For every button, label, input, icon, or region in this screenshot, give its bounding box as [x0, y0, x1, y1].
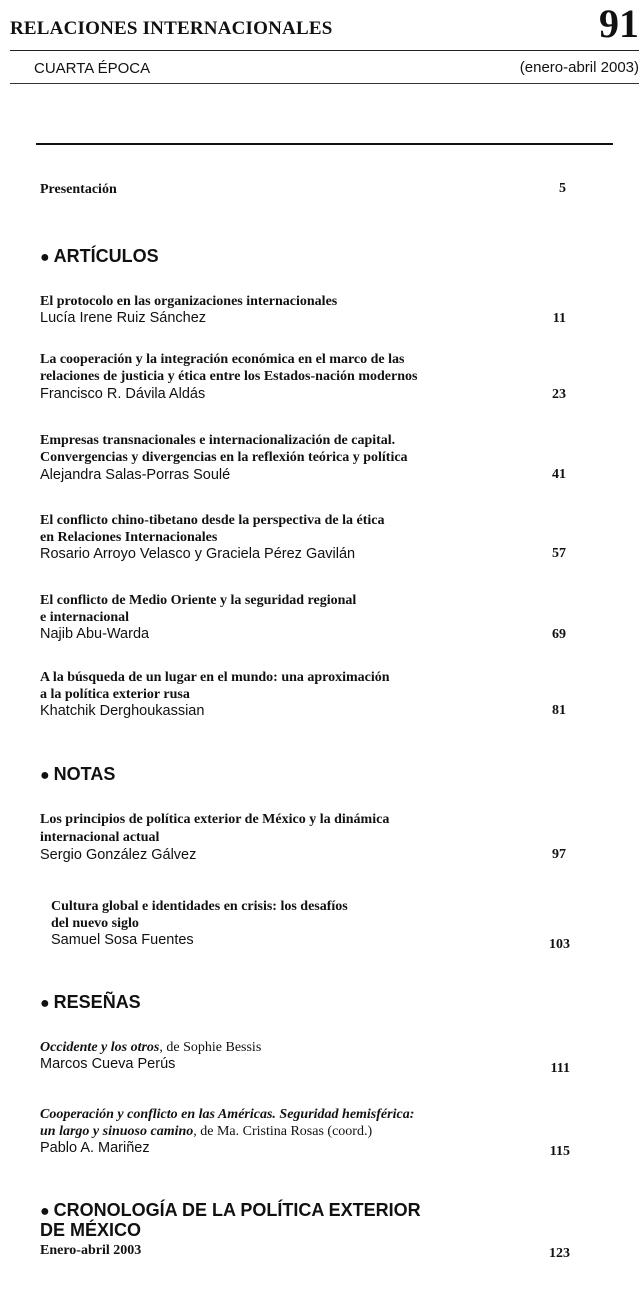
entry-title: del nuevo siglo — [51, 916, 139, 931]
page-number: 69 — [552, 627, 566, 642]
period-label: (enero-abril 2003) — [519, 59, 639, 76]
page-number: 5 — [559, 181, 566, 196]
entry-title: El protocolo en las organizaciones internacionales — [40, 294, 338, 309]
book-title: un largo y sinuoso camino — [40, 1124, 194, 1139]
section-heading-notas — [40, 764, 115, 786]
section-heading-resenas — [40, 992, 141, 1014]
section-heading-label: NOTAS — [53, 764, 116, 784]
entry-title: El conflicto de Medio Oriente y la seguridad regional — [40, 593, 357, 608]
journal-title: RELACIONES INTERNACIONALES — [10, 18, 333, 39]
contents-rule — [36, 143, 613, 145]
entry-author: Lucía Irene Ruiz Sánchez — [40, 310, 207, 326]
page-number: 81 — [552, 703, 566, 718]
entry-title: Convergencias y divergencias en la reflexión teórica y política — [40, 450, 408, 465]
book-title: Cooperación y conflicto en las Américas. Seguridad hemisférica: — [40, 1107, 415, 1122]
issue-number: 91 — [599, 1, 639, 46]
section-heading-cronologia — [40, 1200, 421, 1222]
entry-author: Rosario Arroyo Velasco y Graciela Pérez Gavilán — [40, 546, 356, 562]
entry-title: a la política exterior rusa — [40, 687, 190, 702]
entry-author: Marcos Cueva Perús — [40, 1056, 176, 1072]
header-rule — [10, 50, 639, 51]
section-heading-label: RESEÑAS — [53, 992, 141, 1012]
page-number: 115 — [549, 1144, 570, 1159]
entry-author: Francisco R. Dávila Aldás — [40, 386, 206, 402]
book-author: , de Sophie Bessis — [159, 1040, 262, 1055]
book-title: Occidente y los otros — [40, 1040, 160, 1055]
entry-author: Khatchik Derghoukassian — [40, 703, 205, 719]
section-heading-articulos — [40, 246, 159, 268]
review-citation — [40, 1123, 372, 1140]
bullet-icon: ● — [40, 1203, 50, 1220]
subheader-rule — [10, 83, 639, 84]
page-number: 11 — [552, 311, 566, 326]
entry-title: Cultura global e identidades en crisis: los desafíos — [51, 899, 348, 914]
entry-title: relaciones de justicia y ética entre los Estados-nación modernos — [40, 369, 418, 384]
entry-title: La cooperación y la integración económica en el marco de las — [40, 352, 405, 367]
section-heading-label: CRONOLOGÍA DE LA POLÍTICA EXTERIOR — [53, 1200, 421, 1220]
entry-author: Alejandra Salas-Porras Soulé — [40, 467, 231, 483]
entry-title: A la búsqueda de un lugar en el mundo: una aproximación — [40, 670, 390, 685]
page-number: 23 — [552, 387, 566, 402]
page-number: 111 — [550, 1061, 570, 1076]
entry-author: Pablo A. Mariñez — [40, 1140, 150, 1156]
page-number: 123 — [549, 1246, 570, 1261]
bullet-icon: ● — [40, 767, 50, 784]
review-citation — [40, 1039, 261, 1056]
page-number: 57 — [552, 546, 566, 561]
page-number: 41 — [552, 467, 566, 482]
entry-author: Samuel Sosa Fuentes — [51, 932, 194, 948]
section-heading-label: ARTÍCULOS — [53, 246, 159, 266]
entry-title: e internacional — [40, 610, 130, 625]
epoca-label: CUARTA ÉPOCA — [34, 60, 151, 77]
entry-author: Sergio González Gálvez — [40, 847, 197, 863]
page-number: 103 — [549, 937, 570, 952]
entry-author: Najib Abu-Warda — [40, 626, 150, 642]
presentacion-title: Presentación — [40, 182, 117, 197]
book-author: , de Ma. Cristina Rosas (coord.) — [193, 1124, 373, 1139]
page-number: 97 — [552, 847, 566, 862]
entry-title: en Relaciones Internacionales — [40, 530, 218, 545]
entry-title: Los principios de política exterior de México y la dinámica — [40, 812, 390, 827]
entry-title: Enero-abril 2003 — [40, 1243, 142, 1258]
entry-title: El conflicto chino-tibetano desde la perspectiva de la ética — [40, 513, 385, 528]
bullet-icon: ● — [40, 249, 50, 266]
bullet-icon: ● — [40, 995, 50, 1012]
entry-title: Empresas transnacionales e internacionalización de capital. — [40, 433, 396, 448]
section-heading-continued: DE MÉXICO — [40, 1220, 142, 1240]
review-citation — [40, 1106, 414, 1123]
entry-title: internacional actual — [40, 830, 160, 845]
